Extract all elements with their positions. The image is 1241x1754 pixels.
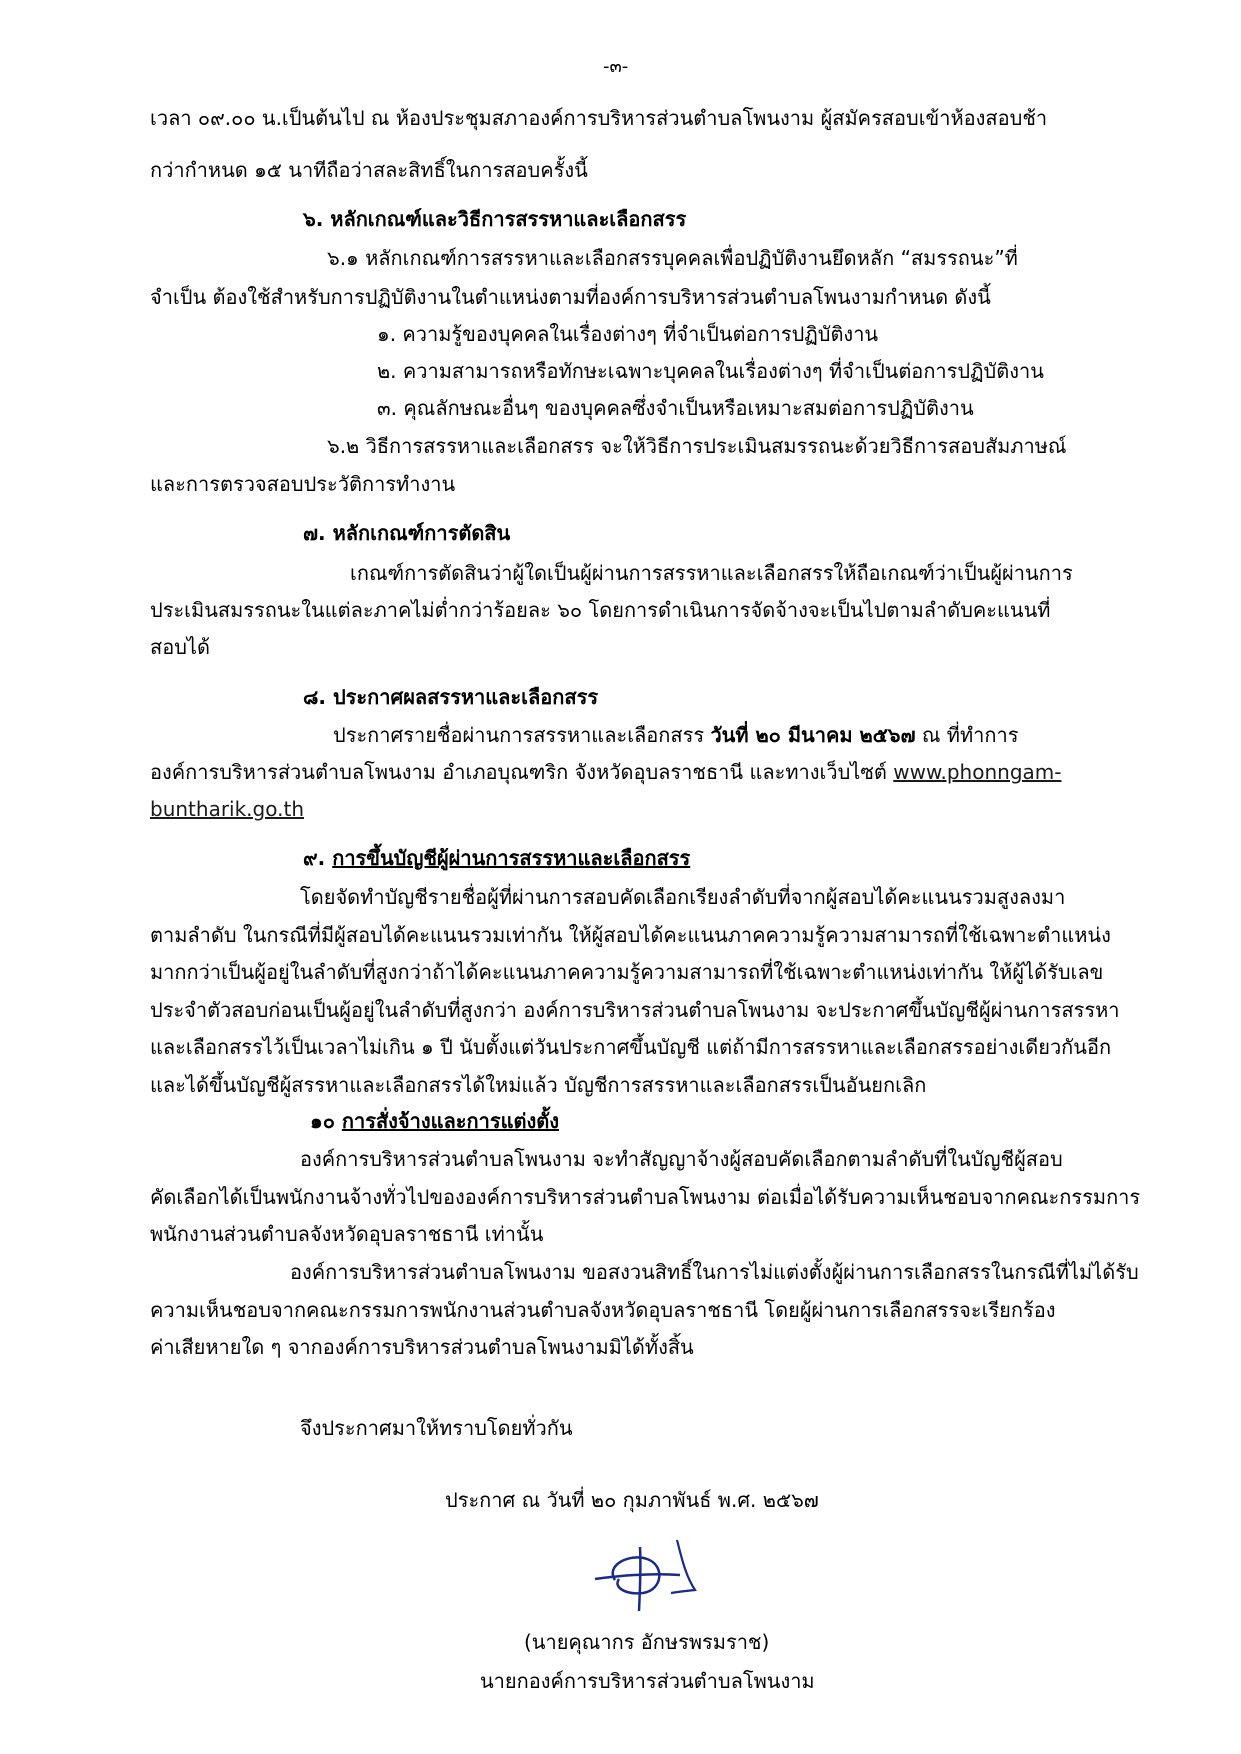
section-9-line-5: และเลือกสรรไว้เป็นเวลาไม่เกิน ๑ ปี นับตั้งแต่วันประกาศขึ้นบัญชี แต่ถ้ามีการสรรหาและเลือกสรรอย่างเดียวกันอีก bbox=[150, 1035, 1112, 1059]
section-8-line-1 bbox=[333, 725, 1018, 745]
result-date: วันที่ ๒๐ มีนาคม ๒๕๖๗ bbox=[710, 723, 916, 747]
section-6-heading: ๖. หลักเกณฑ์และวิธีการสรรหาและเลือกสรร bbox=[303, 207, 687, 231]
section-8-line-1-tail: ณ ที่ทำการ bbox=[915, 723, 1019, 747]
section-7-line-2: ประเมินสมรรถนะในแต่ละภาคไม่ต่ำกว่าร้อยละ ๖๐ โดยการดำเนินการจัดจ้างจะเป็นไปตามลำดับคะแนนที่ bbox=[150, 598, 1051, 622]
section-10-line-5: ความเห็นชอบจากคณะกรรมการพนักงานส่วนตำบลจังหวัดอุบลราชธานี โดยผู้ผ่านการเลือกสรรจะเรียกร้อง bbox=[150, 1298, 1056, 1322]
signature bbox=[585, 1535, 725, 1615]
announcement-date: ประกาศ ณ วันที่ ๒๐ กุมภาพันธ์ พ.ศ. ๒๕๖๗ bbox=[445, 1488, 819, 1512]
page-number: -๓- bbox=[603, 56, 629, 77]
section-10-number: ๑๐ bbox=[310, 1109, 342, 1133]
signer-name: (นายคุณากร อักษรพรมราช) bbox=[524, 1630, 770, 1654]
section-7-line-1: เกณฑ์การตัดสินว่าผู้ใดเป็นผู้ผ่านการสรรหาและเลือกสรรให้ถือเกณฑ์ว่าเป็นผู้ผ่านการ bbox=[350, 561, 1073, 585]
section-10-line-6: ค่าเสียหายใด ๆ จากองค์การบริหารส่วนตำบลโพนงามมิได้ทั้งสิ้น bbox=[150, 1335, 694, 1359]
section-10-line-2: คัดเลือกได้เป็นพนักงานจ้างทั่วไปขององค์การบริหารส่วนตำบลโพนงาม ต่อเมื่อได้รับความเห็นชอบจากคณะกรรมการ bbox=[150, 1185, 1141, 1209]
section-6-2-line-1: ๖.๒ วิธีการสรรหาและเลือกสรร จะให้วิธีการประเมินสมรรถนะด้วยวิธีการสอบสัมภาษณ์ bbox=[327, 434, 1067, 458]
section-8-heading: ๘. ประกาศผลสรรหาและเลือกสรร bbox=[303, 685, 599, 709]
closing-announcement: จึงประกาศมาให้ทราบโดยทั่วกัน bbox=[300, 1416, 573, 1440]
section-6-item-2: ๒. ความสามารถหรือทักษะเฉพาะบุคคลในเรื่องต่างๆ ที่จำเป็นต่อการปฏิบัติงาน bbox=[377, 359, 1044, 383]
section-10-line-3: พนักงานส่วนตำบลจังหวัดอุบลราชธานี เท่านั้น bbox=[150, 1222, 544, 1246]
website-link-part-1[interactable]: www.phonngam- bbox=[893, 760, 1062, 784]
section-10-line-1: องค์การบริหารส่วนตำบลโพนงาม จะทำสัญญาจ้างผู้สอบคัดเลือกตามลำดับที่ในบัญชีผู้สอบ bbox=[300, 1147, 1063, 1171]
section-9-line-3: มากกว่าเป็นผู้อยู่ในลำดับที่สูงกว่าถ้าได้คะแนนภาคความรู้ความสามารถที่ใช้เฉพาะตำแหน่งเท่ากัน ให้ผู้ได้รับเลข bbox=[150, 960, 1104, 984]
section-10-line-4: องค์การบริหารส่วนตำบลโพนงาม ขอสงวนสิทธิ์ในการไม่แต่งตั้งผู้ผ่านการเลือกสรรในกรณีที่ไม่ได้รับ bbox=[290, 1260, 1139, 1284]
intro-line-1: เวลา ๐๙.๐๐ น.เป็นต้นไป ณ ห้องประชุมสภาองค์การบริหารส่วนตำบลโพนงาม ผู้สมัครสอบเข้าห้องสอบช้า bbox=[150, 106, 1048, 130]
signer-title: นายกองค์การบริหารส่วนตำบลโพนงาม bbox=[480, 1669, 815, 1693]
section-6-item-1: ๑. ความรู้ของบุคคลในเรื่องต่างๆ ที่จำเป็นต่อการปฏิบัติงาน bbox=[377, 322, 879, 346]
section-9-title: การขึ้นบัญชีผู้ผ่านการสรรหาและเลือกสรร bbox=[332, 846, 691, 870]
section-9-heading bbox=[303, 848, 690, 868]
section-9-line-6: และได้ขึ้นบัญชีผู้สรรหาและเลือกสรรได้ใหม่แล้ว บัญชีการสรรหาและเลือกสรรเป็นอันยกเลิก bbox=[150, 1073, 927, 1097]
section-8-line-1-text: ประกาศรายชื่อผ่านการสรรหาและเลือกสรร bbox=[333, 723, 711, 747]
section-8-line-2 bbox=[150, 762, 1061, 782]
section-9-line-1: โดยจัดทำบัญชีรายชื่อผู้ที่ผ่านการสอบคัดเลือกเรียงลำดับที่จากผู้สอบได้คะแนนรวมสูงลงมา bbox=[300, 885, 1066, 909]
section-6-1-line-1: ๖.๑ หลักเกณฑ์การสรรหาและเลือกสรรบุคคลเพื่อปฏิบัติงานยึดหลัก “สมรรถนะ”ที่ bbox=[327, 246, 1018, 270]
section-9-line-2: ตามลำดับ ในกรณีที่มีผู้สอบได้คะแนนรวมเท่ากัน ให้ผู้สอบได้คะแนนภาคความรู้ความสามารถที่ใช้เฉพาะตำแหน่ง bbox=[150, 923, 1111, 947]
section-6-1-line-2: จำเป็น ต้องใช้สำหรับการปฏิบัติงานในตำแหน่งตามที่องค์การบริหารส่วนตำบลโพนงามกำหนด ดังนี้ bbox=[150, 285, 991, 309]
intro-line-2: กว่ากำหนด ๑๕ นาทีถือว่าสละสิทธิ์ในการสอบครั้งนี้ bbox=[150, 158, 588, 182]
website-link-part-2[interactable]: buntharik.go.th bbox=[150, 797, 304, 821]
section-10-heading bbox=[310, 1111, 559, 1131]
section-9-line-4: ประจำตัวสอบก่อนเป็นผู้อยู่ในลำดับที่สูงกว่า องค์การบริหารส่วนตำบลโพนงาม จะประกาศขึ้นบัญชีผู้ผ่านการสรรหา bbox=[150, 998, 1120, 1022]
section-6-2-line-2: และการตรวจสอบประวัติการทำงาน bbox=[150, 472, 456, 496]
section-6-item-3: ๓. คุณลักษณะอื่นๆ ของบุคคลซึ่งจำเป็นหรือเหมาะสมต่อการปฏิบัติงาน bbox=[377, 396, 974, 420]
section-7-heading: ๗. หลักเกณฑ์การตัดสิน bbox=[303, 521, 511, 545]
section-9-number: ๙. bbox=[303, 846, 333, 870]
section-8-line-2-text: องค์การบริหารส่วนตำบลโพนงาม อำเภอบุณฑริก จังหวัดอุบลราชธานี และทางเว็บไซต์ bbox=[150, 760, 894, 784]
section-7-line-3: สอบได้ bbox=[150, 635, 210, 659]
section-10-title: การสั่งจ้างและการแต่งตั้ง bbox=[341, 1109, 560, 1133]
